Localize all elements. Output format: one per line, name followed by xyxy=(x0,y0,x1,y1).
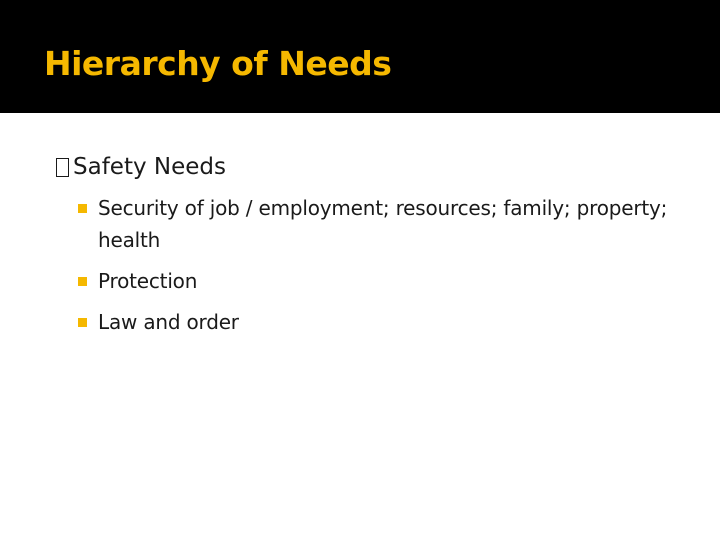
list-item xyxy=(78,265,676,297)
title-bar xyxy=(0,0,720,113)
square-bullet-icon xyxy=(78,318,87,327)
square-bullet-icon xyxy=(78,204,87,213)
slide-title: Hierarchy of Needs xyxy=(44,44,392,83)
slide-content xyxy=(56,150,676,347)
list-item xyxy=(78,306,676,338)
list-item-text: Protection xyxy=(98,269,198,293)
sub-bullet-list xyxy=(78,192,676,338)
list-item-text: Security of job / employment; resources; family; property; health xyxy=(98,196,668,252)
list-item xyxy=(78,192,676,256)
square-bullet-icon xyxy=(78,277,87,286)
bullet-level1 xyxy=(56,150,676,184)
missing-glyph-box-icon xyxy=(56,158,69,177)
bullet-level1-text: Safety Needs xyxy=(73,154,226,180)
list-item-text: Law and order xyxy=(98,310,239,334)
